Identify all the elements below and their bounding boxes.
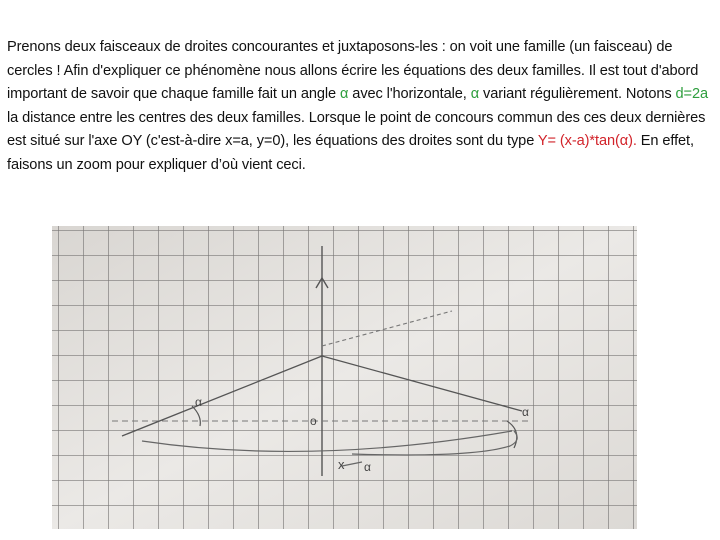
- label-x: x: [338, 457, 345, 472]
- text-segment: variant régulièrement. Notons: [479, 86, 676, 102]
- distance-definition: d=2a: [675, 86, 708, 102]
- graph-paper-sketch-photo: [52, 226, 637, 529]
- text-segment: Prenons deux faisceaux de droites concourantes et juxtaposons-les : on voit une famille (un faisceau) de cercles ! Afin d'expliquer ce phénomène nous allons écrire les équations des deux familles. Il est tout d'abord important de savoir que chaque famille fait un angle: [7, 39, 699, 102]
- explanation-paragraph: [7, 36, 715, 177]
- sketch-drawing: [52, 226, 637, 529]
- label-alpha-left: α: [195, 395, 202, 409]
- line-equation: Y= (x-a)*tan(α).: [537, 133, 637, 149]
- label-alpha-right: α: [522, 405, 529, 419]
- grid-lines: [52, 226, 637, 529]
- label-a: α: [364, 460, 371, 474]
- alpha-symbol: α: [470, 86, 480, 102]
- text-segment: la distance entre les centres des deux familles. Lorsque le point de concours commun des ces deux dernières est situé sur l'axe OY (c'est-à-dire x=a, y=0), les équations des droites sont du type: [7, 109, 706, 149]
- text-segment: avec l'horizontale,: [348, 86, 471, 102]
- text-segment: En effet, faisons un zoom pour expliquer d’où vient ceci.: [7, 133, 694, 173]
- alpha-symbol: α: [340, 86, 349, 102]
- label-o: o: [310, 414, 317, 428]
